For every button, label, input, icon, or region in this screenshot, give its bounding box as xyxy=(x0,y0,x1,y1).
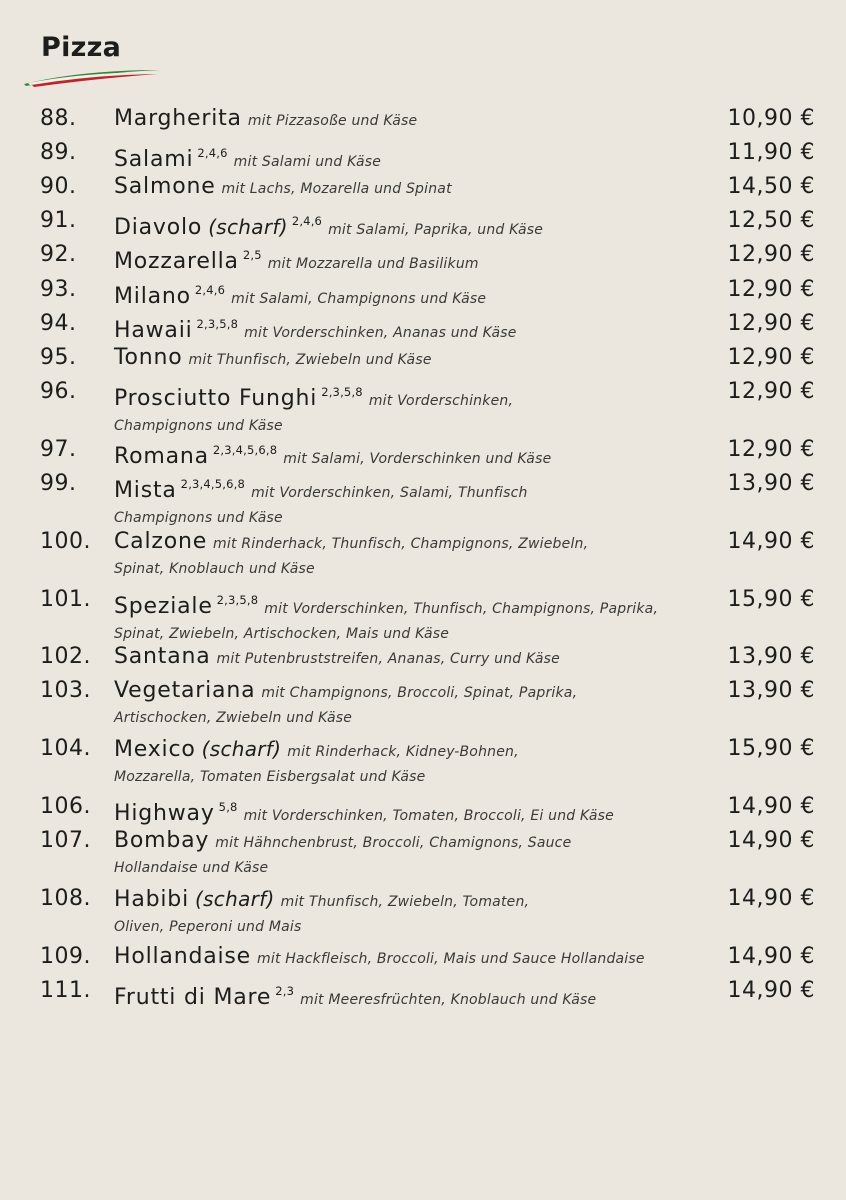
allergen-codes: 2,3,4,5,6,8 xyxy=(212,443,278,457)
item-description: mit Thunfisch, Zwiebeln und Käse xyxy=(188,352,432,368)
item-name: Mista xyxy=(114,478,177,503)
item-price: 13,90 € xyxy=(727,471,815,496)
item-price: 12,50 € xyxy=(727,208,815,233)
item-name: Highway xyxy=(114,801,215,826)
allergen-codes: 2,4,6 xyxy=(197,146,228,160)
item-description-continued: Hollandaise und Käse xyxy=(114,860,269,876)
allergen-codes: 2,3,5,8 xyxy=(216,593,259,607)
item-body xyxy=(114,104,714,136)
item-number: 106. xyxy=(40,794,91,819)
item-number: 92. xyxy=(40,242,77,267)
item-name: Calzone xyxy=(114,529,208,554)
item-name: Bombay xyxy=(114,828,210,853)
item-name: Prosciutto Funghi xyxy=(114,386,318,411)
item-description-continued: Spinat, Zwiebeln, Artischocken, Mais und Käse xyxy=(114,626,450,642)
item-body xyxy=(114,884,714,936)
item-description: mit Vorderschinken, Salami, Thunfisch xyxy=(251,485,528,501)
item-price: 14,90 € xyxy=(727,794,815,819)
item-body xyxy=(114,826,714,877)
item-price: 12,90 € xyxy=(727,277,815,302)
item-number: 101. xyxy=(40,587,91,612)
item-number: 93. xyxy=(40,277,77,302)
spicy-tag: (scharf) xyxy=(194,887,275,911)
item-body xyxy=(114,527,714,578)
item-price: 12,90 € xyxy=(727,311,815,336)
item-number: 94. xyxy=(40,311,77,336)
item-price: 14,90 € xyxy=(727,828,815,853)
item-name: Mozzarella xyxy=(114,249,239,274)
item-price: 12,90 € xyxy=(727,379,815,404)
item-price: 14,90 € xyxy=(727,529,815,554)
allergen-codes: 2,3,5,8 xyxy=(196,317,239,331)
item-body xyxy=(114,676,714,727)
item-description: mit Vorderschinken, Ananas und Käse xyxy=(244,325,517,341)
item-body xyxy=(114,585,714,643)
allergen-codes: 5,8 xyxy=(218,800,238,814)
item-name: Vegetariana xyxy=(114,678,256,703)
item-body xyxy=(114,343,714,375)
item-price: 14,90 € xyxy=(727,978,815,1003)
allergen-codes: 2,4,6 xyxy=(194,283,226,297)
item-number: 102. xyxy=(40,644,91,669)
item-body xyxy=(114,734,714,786)
item-description: mit Salami, Champignons und Käse xyxy=(231,291,487,307)
item-number: 89. xyxy=(40,140,77,165)
item-body xyxy=(114,642,714,674)
item-description: mit Putenbruststreifen, Ananas, Curry und Käse xyxy=(216,651,560,667)
item-price: 12,90 € xyxy=(727,242,815,267)
item-body xyxy=(114,942,714,974)
item-name: Hawaii xyxy=(114,318,193,343)
item-description: mit Rinderhack, Thunfisch, Champignons, Zwiebeln, xyxy=(213,536,589,552)
item-body xyxy=(114,469,714,527)
item-description: mit Mozzarella und Basilikum xyxy=(267,256,479,272)
item-name: Milano xyxy=(114,284,191,309)
item-description-continued: Champignons und Käse xyxy=(114,510,283,526)
item-description-continued: Oliven, Peperoni und Mais xyxy=(114,919,302,935)
item-description: mit Salami, Vorderschinken und Käse xyxy=(283,451,552,467)
item-body xyxy=(114,377,714,435)
item-number: 99. xyxy=(40,471,77,496)
item-price: 15,90 € xyxy=(727,587,815,612)
item-number: 96. xyxy=(40,379,77,404)
item-price: 12,90 € xyxy=(727,345,815,370)
item-number: 97. xyxy=(40,437,77,462)
item-description-continued: Champignons und Käse xyxy=(114,418,283,434)
item-name: Santana xyxy=(114,644,211,669)
spicy-tag: (scharf) xyxy=(201,737,282,761)
item-price: 15,90 € xyxy=(727,736,815,761)
item-name: Hollandaise xyxy=(114,944,252,969)
allergen-codes: 2,3,5,8 xyxy=(321,385,363,399)
item-name: Margherita xyxy=(114,106,242,131)
item-description-continued: Artischocken, Zwiebeln und Käse xyxy=(114,710,353,726)
item-number: 104. xyxy=(40,736,91,761)
item-description: mit Thunfisch, Zwiebeln, Tomaten, xyxy=(280,894,530,910)
item-number: 91. xyxy=(40,208,77,233)
allergen-codes: 2,3 xyxy=(275,984,295,998)
item-description: mit Salami und Käse xyxy=(233,154,382,170)
item-number: 88. xyxy=(40,106,77,131)
item-name: Tonno xyxy=(114,345,183,370)
item-name: Salmone xyxy=(114,174,216,199)
item-description: mit Rinderhack, Kidney-Bohnen, xyxy=(287,744,519,760)
item-number: 109. xyxy=(40,944,91,969)
italian-flag-swoosh xyxy=(22,64,162,88)
item-description: mit Lachs, Mozarella und Spinat xyxy=(221,181,452,197)
item-price: 14,90 € xyxy=(727,886,815,911)
item-number: 103. xyxy=(40,678,91,703)
allergen-codes: 2,4,6 xyxy=(291,214,323,228)
item-number: 95. xyxy=(40,345,77,370)
item-number: 107. xyxy=(40,828,91,853)
item-description-continued: Spinat, Knoblauch und Käse xyxy=(114,561,315,577)
item-description: mit Hackfleisch, Broccoli, Mais und Sauce Hollandaise xyxy=(257,951,645,967)
item-name: Romana xyxy=(114,444,209,469)
item-price: 14,90 € xyxy=(727,944,815,969)
item-description-continued: Mozzarella, Tomaten Eisbergsalat und Käse xyxy=(114,769,426,785)
item-name: Habibi xyxy=(114,887,189,912)
item-price: 12,90 € xyxy=(727,437,815,462)
item-name: Mexico xyxy=(114,737,196,762)
item-name: Speziale xyxy=(114,594,213,619)
item-price: 14,50 € xyxy=(727,174,815,199)
allergen-codes: 2,3,4,5,6,8 xyxy=(180,477,246,491)
item-description: mit Vorderschinken, Thunfisch, Champignons, Paprika, xyxy=(264,601,659,617)
item-description: mit Pizzasoße und Käse xyxy=(247,113,418,129)
item-number: 111. xyxy=(40,978,91,1003)
spicy-tag: (scharf) xyxy=(208,215,288,239)
section-title: Pizza xyxy=(41,32,122,63)
item-price: 11,90 € xyxy=(727,140,815,165)
item-body xyxy=(114,172,714,204)
item-name: Frutti di Mare xyxy=(114,985,272,1010)
item-description: mit Meeresfrüchten, Knoblauch und Käse xyxy=(300,992,597,1008)
item-price: 10,90 € xyxy=(727,106,815,131)
item-number: 108. xyxy=(40,886,91,911)
item-number: 90. xyxy=(40,174,77,199)
item-price: 13,90 € xyxy=(727,678,815,703)
item-description: mit Champignons, Broccoli, Spinat, Paprika, xyxy=(261,685,578,701)
item-description: mit Vorderschinken, Tomaten, Broccoli, Ei und Käse xyxy=(243,808,614,824)
item-description: mit Salami, Paprika, und Käse xyxy=(328,222,544,238)
item-number: 100. xyxy=(40,529,91,554)
item-name: Salami xyxy=(114,147,194,172)
allergen-codes: 2,5 xyxy=(242,248,262,262)
item-description: mit Hähnchenbrust, Broccoli, Chamignons, Sauce xyxy=(215,835,572,851)
item-body xyxy=(114,976,714,1015)
item-description: mit Vorderschinken, xyxy=(368,393,514,409)
item-price: 13,90 € xyxy=(727,644,815,669)
item-name: Diavolo xyxy=(114,215,203,240)
item-body xyxy=(114,240,714,279)
